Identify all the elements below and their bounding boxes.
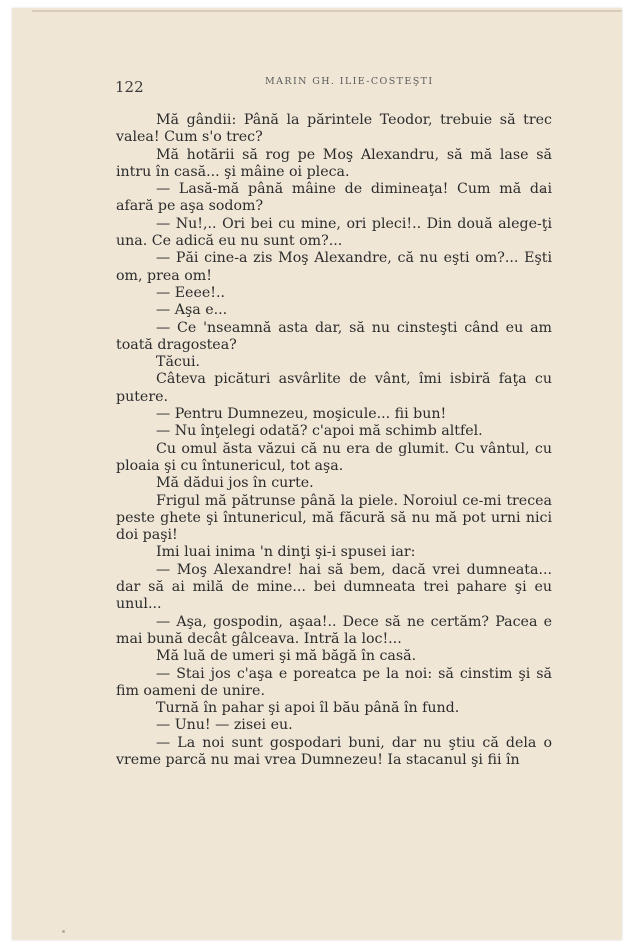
body-text — [116, 112, 552, 769]
paragraph: — Lasă-mă până mâine de dimineaţa! Cum mă dai afară pe aşa sodom? — [116, 181, 552, 215]
page-top-edge — [32, 10, 622, 12]
paragraph: — Moş Alexandre! hai să bem, dacă vrei dumneata... dar să ai milă de mine... bei dumneata trei pahare şi eu unul... — [116, 561, 552, 613]
paragraph: Mă dădui jos în curte. — [156, 475, 314, 492]
paragraph: Tăcui. — [156, 354, 201, 371]
ink-speck — [62, 930, 65, 933]
paragraph: Mă hotării să rog pe Moş Alexandru, să mă lase să intru în casă... şi mâine oi pleca. — [116, 146, 552, 180]
paragraph: — Păi cine-a zis Moş Alexandre, că nu eşti om?... Eşti om, prea om! — [116, 250, 552, 284]
paragraph: — Stai jos c'aşa e poreatca pe la noi: să cinstim şi să fim oameni de unire. — [116, 665, 552, 699]
paragraph: Turnă în pahar şi apoi îl bău până în fund. — [156, 700, 460, 717]
paragraph: Mă gândii: Până la părintele Teodor, trebuie să trec valea! Cum s'o trec? — [116, 112, 552, 146]
paragraph: — Nu înţelegi odată? c'apoi mă schimb altfel. — [156, 423, 483, 440]
paragraph: Cu omul ăsta văzui că nu era de glumit. Cu vântul, cu ploaia şi cu întunericul, tot aşa. — [116, 440, 552, 474]
paragraph: Imi luai inima 'n dinţi şi-i spusei iar: — [156, 544, 416, 561]
paragraph: Câteva picături asvârlite de vânt, îmi isbiră faţa cu putere. — [116, 371, 552, 405]
paragraph: — Aşa e... — [156, 302, 228, 319]
paragraph: — Eeee!.. — [156, 284, 225, 301]
paragraph: — Pentru Dumnezeu, moşicule... fii bun! — [156, 406, 447, 423]
page-number: 122 — [115, 78, 144, 96]
paragraph: Frigul mă pătrunse până la piele. Noroiul ce-mi trecea peste ghete şi întunericul, mă făcură să nu mă pot urni nici doi paşi! — [116, 492, 552, 544]
paragraph: — Ce 'nseamnă asta dar, să nu cinsteşti când eu am toată dragostea? — [116, 319, 552, 353]
paragraph: — Nu!,.. Ori bei cu mine, ori pleci!.. Din două alege-ţi una. Ce adică eu nu sunt om?... — [116, 215, 552, 250]
paragraph: — Unu! — zisei eu. — [156, 717, 293, 734]
book-page — [12, 8, 622, 940]
running-head: MARIN GH. ILIE-COSTEŞTI — [265, 76, 434, 87]
paragraph: — La noi sunt gospodari buni, dar nu ştiu că dela o vreme parcă nu mai vrea Dumnezeu! Ia stacanul şi fii în — [116, 734, 552, 768]
page-header — [115, 74, 555, 96]
paragraph: — Aşa, gospodin, aşaa!.. Dece să ne certăm? Pacea e mai bună decât gâlceava. Intră la loc!... — [116, 613, 552, 647]
paragraph: Mă luă de umeri şi mă băgă în casă. — [156, 648, 417, 665]
